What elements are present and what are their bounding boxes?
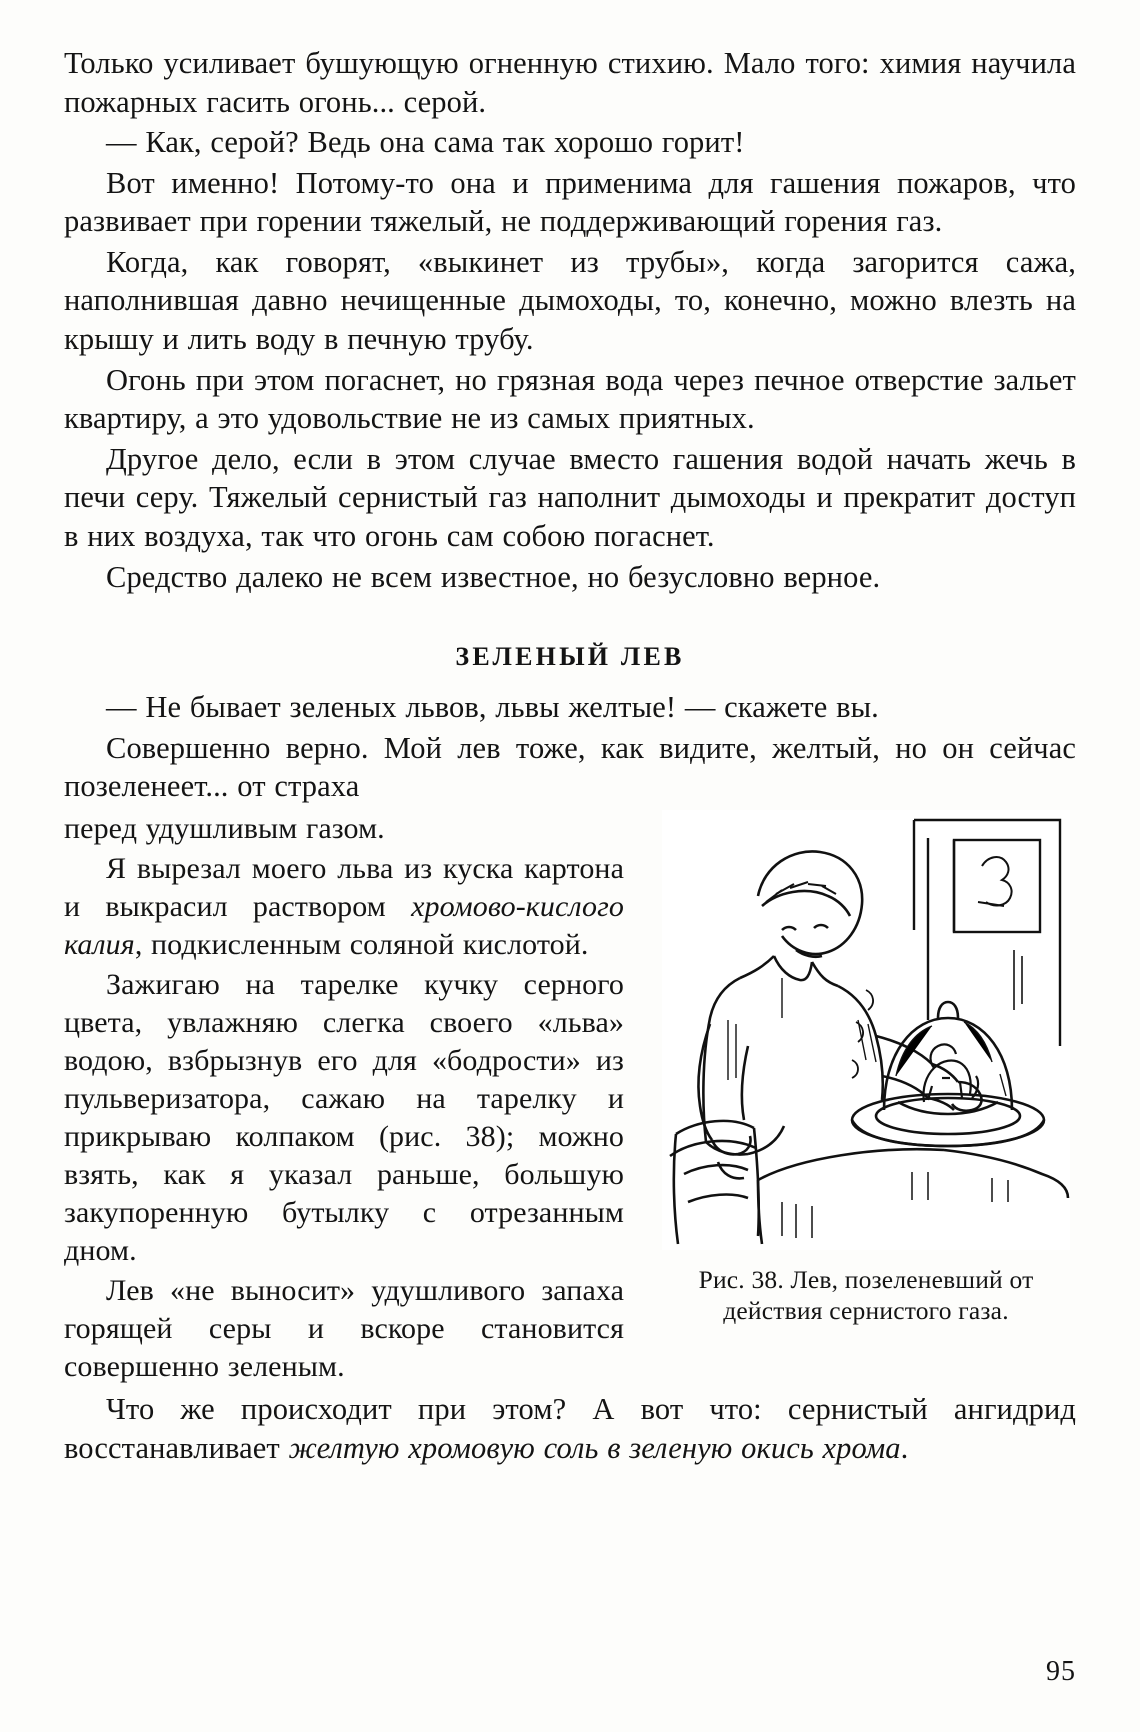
page-number: 95 [1046,1656,1076,1687]
paragraph-tail [64,1390,1076,1467]
paragraph-top-5: Огонь при этом погаснет, но грязная вода через печное отверстие зальет квартиру, а это удовольствие не из самых приятных. [64,362,1076,436]
two-column-block [64,810,1076,1388]
tail-italic: желтую хромовую соль в зеленую окись хрома [288,1430,901,1465]
left-p1-text-a: Я вырезал моего льва из куска картона и выкрасил раствором [64,851,624,923]
paragraph-top-2: — Как, серой? Ведь она сама так хорошо горит! [106,125,745,160]
tail-block [64,1390,1076,1467]
paragraph-left-1 [64,850,624,964]
paragraph-left-2: Зажигаю на тарелке кучку серного цвета, увлажняю слегка своего «льва» водою, взбрызнув его для «бодрости» из пульверизатора, сажаю на тарелку и прикрываю колпаком (рис. 38); можно взять, как я указал раньше, большую закупоренную бутылку с отрезанным дном. [64,967,624,1268]
lion-experiment-illustration [662,810,1070,1250]
paragraph-intro-2: Совершенно верно. Мой лев тоже, как видите, желтый, но он сейчас позеленеет... от страха [64,730,1076,804]
tail-text-b: . [900,1430,909,1465]
figure-caption: Рис. 38. Лев, позеленевший от действия сернистого газа. [698,1264,1034,1326]
paragraph-top-3: Вот именно! Потому-то она и применима для гашения пожаров, что развивает при горении тяжелый, не поддерживающий горения газ. [64,165,1076,239]
left-p1-text-b: , подкисленным соляной кислотой. [134,927,589,961]
paragraph-top-6: Другое дело, если в этом случае вместо гашения водой начать жечь в печи серу. Тяжелый сернистый газ наполнит дымоходы и прекратит доступ в них воздуха, так что огонь сам собою погаснет. [64,441,1076,553]
figure-38 [656,810,1076,1327]
paragraph-intro-1: — Не бывает зеленых львов, львы желтые! — скажете вы. [106,690,879,725]
left-text-column [64,810,624,1388]
paragraph-top-7: Средство далеко не всем известное, но безусловно верное. [106,559,881,594]
left-p1-italic: хромово-кислого калия [64,889,624,961]
paragraph-left-3: Лев «не выносит» удушливого запаха горящей серы и вскоре становится совершенно зеленым. [64,1274,624,1384]
page-content [64,44,1076,1469]
tail-text-a: Что же происходит при этом? А вот что: сернистый ангидрид восстанавливает [64,1392,1076,1465]
paragraph-intro-continuation: перед удушливым газом. [64,811,385,845]
section-title: ЗЕЛЕНЫЙ ЛЕВ [455,642,685,672]
paragraph-top-4: Когда, как говорят, «выкинет из трубы», когда загорится сажа, наполнившая давно нечищенные дымоходы, то, конечно, можно влезть на крышу и лить воду в печную трубу. [64,244,1076,357]
paragraph-top-1: Только усиливает бушующую огненную стихию. Мало того: химия научила пожарных гасить огонь... серой. [64,46,1076,119]
